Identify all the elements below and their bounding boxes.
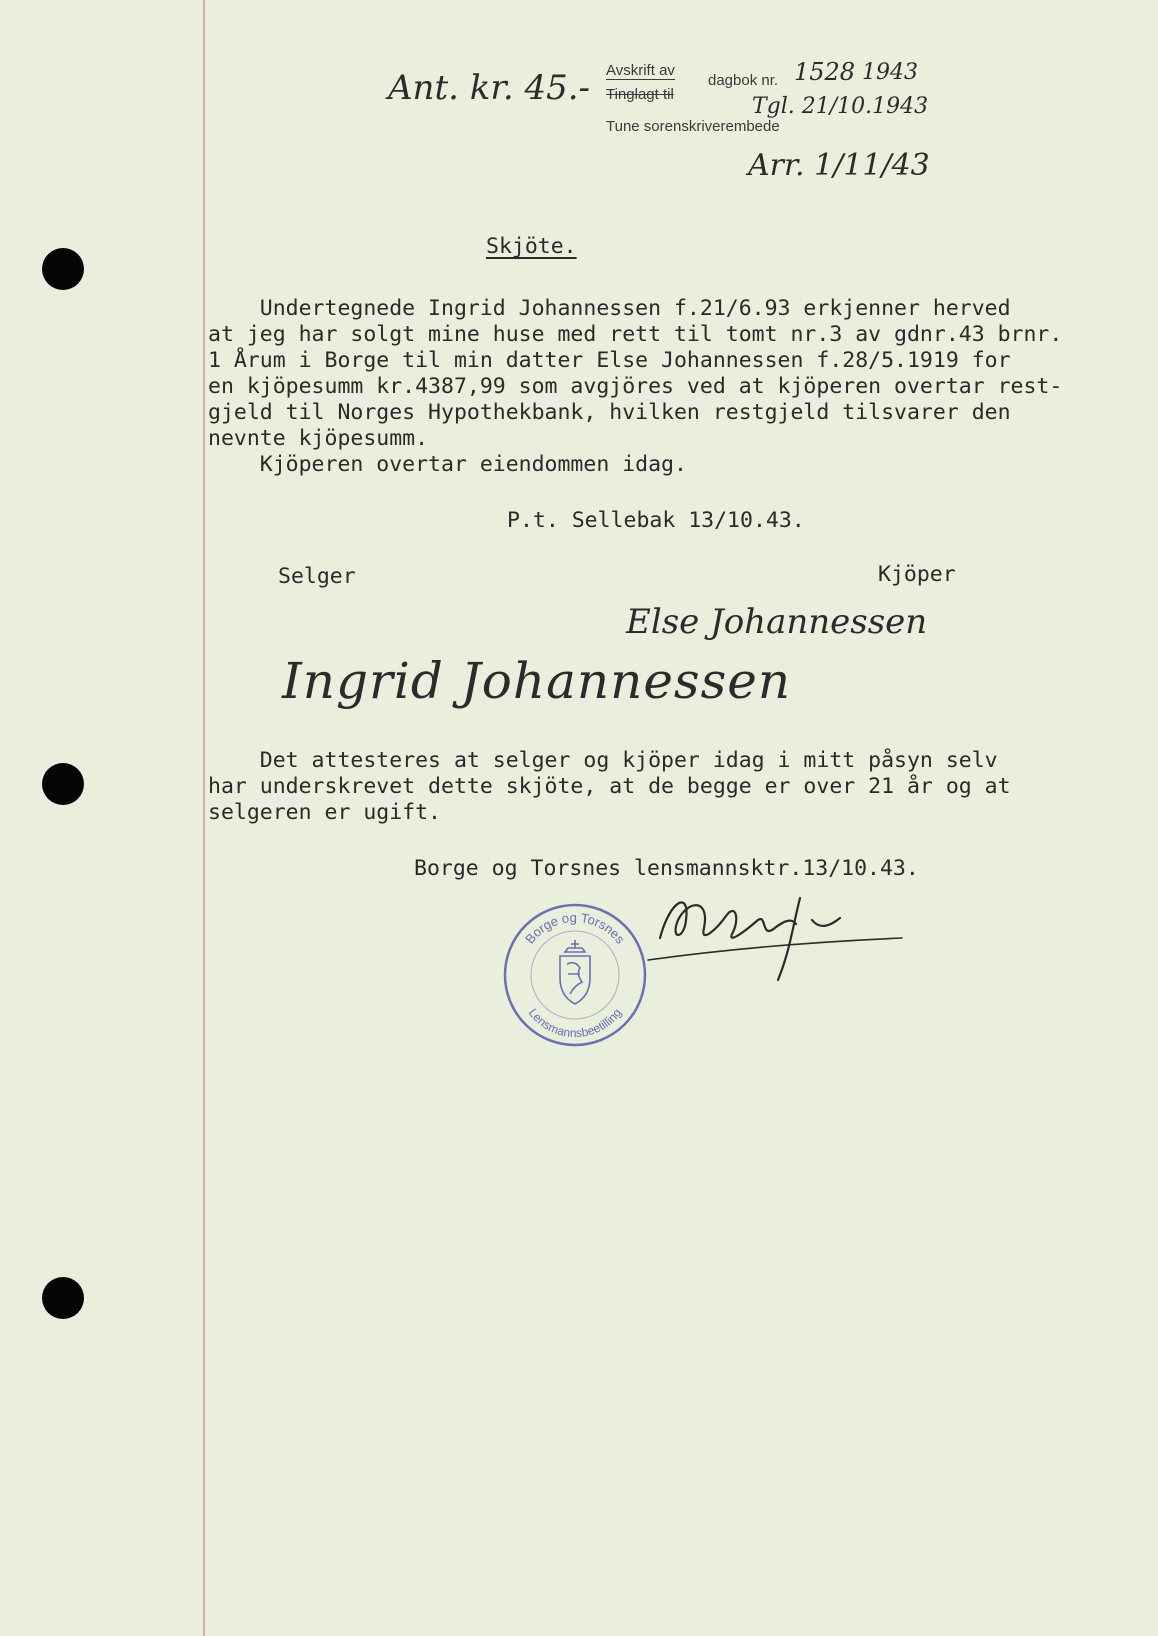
seller-signature: Ingrid Johannessen bbox=[282, 652, 792, 710]
stamp-copy-of: Avskrift av bbox=[606, 62, 675, 79]
stamp-court-office: Tune sorenskriverembede bbox=[606, 118, 780, 135]
attest-line-1: Det attesteres at selger og kjöper idag i mitt påsyn selv bbox=[208, 748, 998, 773]
buyer-label: Kjöper bbox=[878, 562, 956, 587]
punch-hole-middle bbox=[42, 763, 84, 805]
stamp-dagbok-label: dagbok nr. bbox=[708, 72, 779, 89]
attest-line-2: har underskrevet dette skjöte, at de begge er over 21 år og at bbox=[208, 774, 1011, 799]
attest-line-3: selgeren er ugift. bbox=[208, 800, 441, 825]
punch-hole-top bbox=[42, 248, 84, 290]
seal-bottom-text: Lensmannsbeetilling bbox=[525, 1005, 625, 1041]
body-line-6: nevnte kjöpesumm. bbox=[208, 426, 429, 451]
handwritten-initials: Arr. 1/11/43 bbox=[748, 148, 930, 183]
body-line-5: gjeld til Norges Hypothekbank, hvilken restgjeld tilsvarer den bbox=[208, 400, 1011, 425]
red-margin-line bbox=[203, 0, 205, 1636]
seal-top-text: Borge og Torsnes bbox=[522, 909, 628, 947]
handwritten-registration-date: Tgl. 21/10.1943 bbox=[752, 94, 929, 119]
body-line-1: Undertegnede Ingrid Johannessen f.21/6.93 erkjenner herved bbox=[208, 296, 1011, 321]
stamp-registered-to: Tinglagt til bbox=[606, 86, 674, 103]
handwritten-fee-note: Ant. kr. 45.- bbox=[388, 68, 591, 108]
body-line-2: at jeg har solgt mine huse med rett til tomt nr.3 av gdnr.43 brnr. bbox=[208, 322, 1063, 347]
handwritten-year: 1943 bbox=[862, 60, 918, 85]
body-line-7: Kjöperen overtar eiendommen idag. bbox=[208, 452, 687, 477]
handwritten-dagbok-number: 1528 bbox=[794, 58, 856, 86]
buyer-signature: Else Johannessen bbox=[626, 602, 928, 642]
document-title: Skjöte. bbox=[486, 234, 577, 259]
seller-label: Selger bbox=[278, 564, 356, 589]
coat-of-arms-icon bbox=[560, 940, 590, 1004]
body-line-3: 1 Årum i Borge til min datter Else Johannessen f.28/5.1919 for bbox=[208, 348, 1011, 373]
lensmann-signature bbox=[640, 880, 910, 990]
punch-hole-bottom bbox=[42, 1277, 84, 1319]
place-date: P.t. Sellebak 13/10.43. bbox=[507, 508, 805, 533]
office-date: Borge og Torsnes lensmannsktr.13/10.43. bbox=[414, 856, 919, 881]
seal-outer-ring bbox=[505, 905, 645, 1045]
body-line-4: en kjöpesumm kr.4387,99 som avgjöres ved at kjöperen overtar rest- bbox=[208, 374, 1063, 399]
lensmann-seal bbox=[500, 900, 650, 1050]
